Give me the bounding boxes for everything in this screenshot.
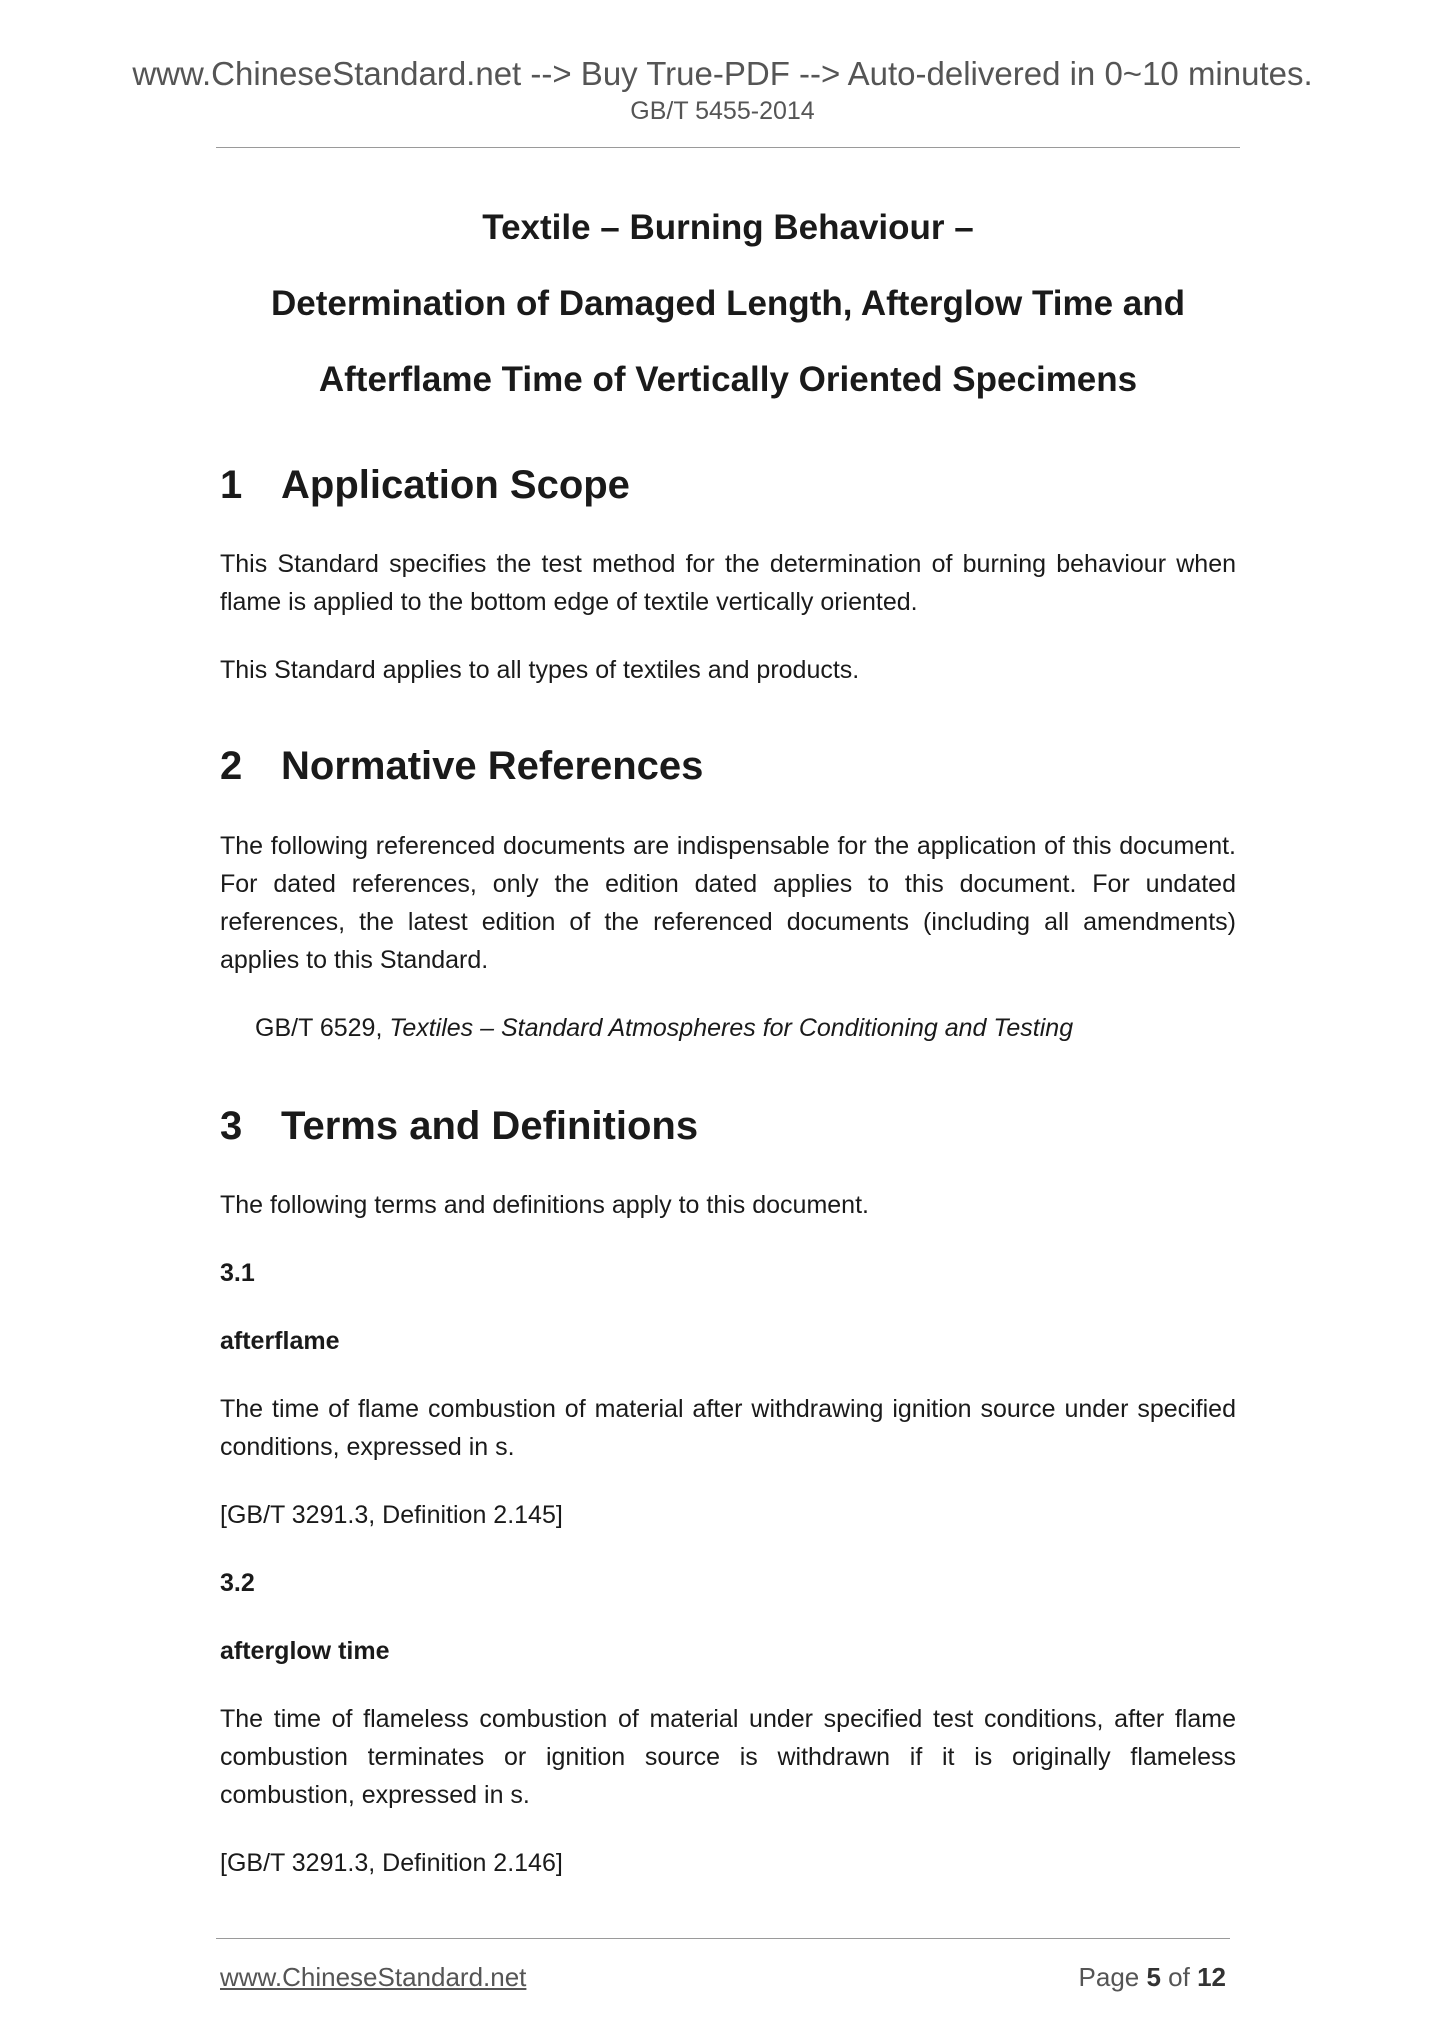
title-line-2: Determination of Damaged Length, Afterglow Time and: [271, 284, 1185, 323]
footer-site-link[interactable]: www.ChineseStandard.net: [220, 1962, 527, 1992]
section-1-paragraph-1: This Standard specifies the test method for the determination of burning behaviour when flame is applied to the bottom edge of textile vertically oriented.: [220, 550, 1236, 616]
section-1-heading: [220, 461, 1236, 509]
section-3-title: Terms and Definitions: [281, 1104, 699, 1148]
term-3-1-name: afterflame: [220, 1327, 340, 1355]
section-1-number: 1: [220, 463, 243, 507]
term-3-2-source: [GB/T 3291.3, Definition 2.146]: [220, 1849, 563, 1877]
standard-code: GB/T 5455-2014: [630, 97, 815, 125]
page-prefix: Page: [1078, 1962, 1147, 1992]
section-1-paragraph-2: This Standard applies to all types of textiles and products.: [220, 656, 860, 684]
document-body: [220, 190, 1236, 1882]
title-line-1: Textile – Burning Behaviour –: [482, 208, 974, 247]
section-2-paragraph-1: The following referenced documents are indispensable for the application of this document. For dated references, only the edition dated applies to this document. For undated references, the latest edition of the referenced documents (including all amendments) applies to this Standard.: [220, 832, 1236, 974]
term-3-1-definition: The time of flame combustion of material after withdrawing ignition source under specified conditions, expressed in s.: [220, 1395, 1236, 1461]
page-of: of: [1160, 1962, 1198, 1992]
normative-reference-item: [220, 1009, 1236, 1047]
term-3-2-definition: The time of flameless combustion of material under specified test conditions, after flame combustion terminates or ignition source is withdrawn if it is originally flameless combustion, expressed in s.: [220, 1705, 1236, 1809]
term-3-1-number: 3.1: [220, 1259, 255, 1287]
footer-divider: [216, 1938, 1230, 1939]
term-3-2-name: afterglow time: [220, 1637, 390, 1665]
section-3-intro: The following terms and definitions apply to this document.: [220, 1191, 869, 1219]
page-number: [1079, 1960, 1226, 1994]
page-header: [0, 54, 1445, 128]
section-2-heading: [220, 742, 1236, 790]
reference-code: GB/T 6529,: [255, 1014, 390, 1042]
section-3-number: 3: [220, 1104, 243, 1148]
section-2-title: Normative References: [281, 744, 704, 788]
page-current: 5: [1146, 1962, 1161, 1992]
section-3-heading: [220, 1102, 1236, 1150]
header-divider: [216, 147, 1240, 148]
header-banner: www.ChineseStandard.net --> Buy True-PDF --> Auto-delivered in 0~10 minutes.: [132, 55, 1313, 92]
title-line-3: Afterflame Time of Vertically Oriented Specimens: [318, 360, 1138, 399]
section-1-title: Application Scope: [281, 463, 630, 507]
reference-title: Textiles – Standard Atmospheres for Conditioning and Testing: [389, 1014, 1074, 1042]
term-3-1-source: [GB/T 3291.3, Definition 2.145]: [220, 1501, 563, 1529]
term-3-2-number: 3.2: [220, 1569, 255, 1597]
section-2-number: 2: [220, 744, 243, 788]
document-title: [220, 190, 1236, 418]
page-total: 12: [1197, 1962, 1226, 1992]
